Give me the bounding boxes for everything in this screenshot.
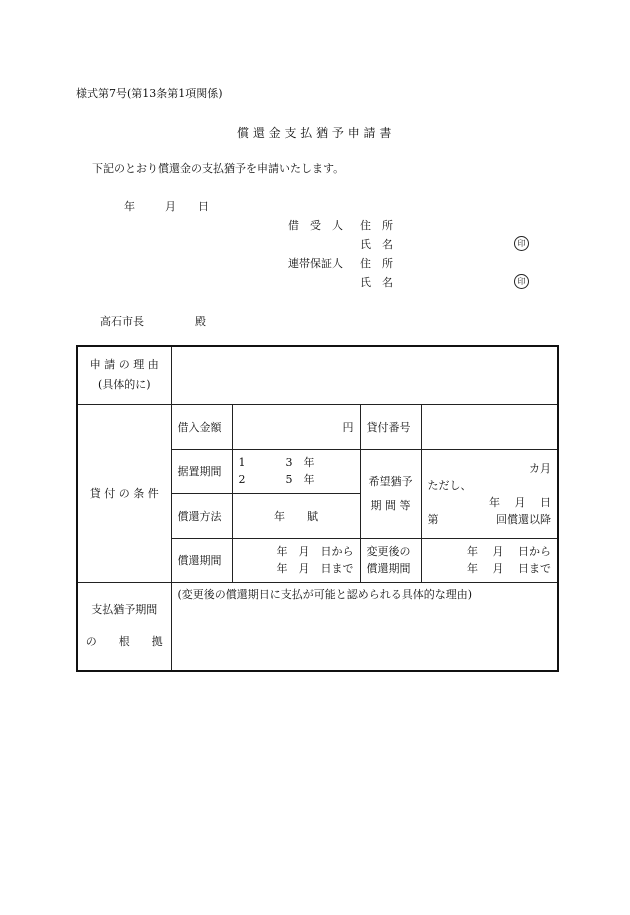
guarantor-label: 連帯保証人 xyxy=(288,257,343,270)
seal-icon: 印 xyxy=(514,274,529,289)
borrower-label: 借 受 人 xyxy=(288,219,343,232)
guarantor-name-label: 氏 名 xyxy=(360,276,393,289)
basis-label: 支払猶予期間 の 根 拠 xyxy=(77,582,171,671)
desired-deferment-field[interactable]: カ月 ただし、 年 月 日 第 回償還以降 xyxy=(421,449,558,538)
seal-icon: 印 xyxy=(514,236,529,251)
loan-amount-field[interactable]: 円 xyxy=(232,404,360,449)
desired-deferment-label: 希望猶予 期 間 等 xyxy=(360,449,421,538)
repay-period-label: 償還期間 xyxy=(171,538,232,582)
borrower-name-label: 氏 名 xyxy=(360,238,393,251)
loan-number-label: 貸付番号 xyxy=(360,404,421,449)
application-table xyxy=(76,345,559,672)
reason-field[interactable] xyxy=(171,346,558,404)
intro-text: 下記のとおり償還金の支払猶予を申請いたします。 xyxy=(92,162,345,175)
repay-period-field[interactable]: 年 月 日から 年 月 日まで xyxy=(232,538,360,582)
loan-amount-label: 借入金額 xyxy=(171,404,232,449)
date-day: 日 xyxy=(198,200,209,213)
changed-period-field[interactable]: 年 月 日から 年 月 日まで xyxy=(421,538,558,582)
deferment-options[interactable]: 1 3 年 2 5 年 xyxy=(232,449,360,493)
reason-label: 申 請 の 理 由 (具体的に) xyxy=(77,346,171,404)
borrower-address-label: 住 所 xyxy=(360,219,393,232)
loan-number-field[interactable] xyxy=(421,404,558,449)
loan-conditions-label: 貸 付 の 条 件 xyxy=(77,404,171,582)
date-year: 年 xyxy=(124,200,135,213)
date-month: 月 xyxy=(165,200,176,213)
changed-period-label: 変更後の 償還期間 xyxy=(360,538,421,582)
basis-field[interactable]: (変更後の償還期日に支払が可能と認められる具体的な理由) xyxy=(171,582,558,671)
guarantor-address-label: 住 所 xyxy=(360,257,393,270)
form-number: 様式第7号(第13条第1項関係) xyxy=(76,87,223,100)
document-title: 償 還 金 支 払 猶 予 申 請 書 xyxy=(237,126,392,140)
addressee-honorific: 殿 xyxy=(195,315,206,328)
deferment-label: 据置期間 xyxy=(171,449,232,493)
addressee-mayor: 高石市長 xyxy=(100,315,144,328)
repay-method-field[interactable]: 年 賦 xyxy=(232,493,360,538)
repay-method-label: 償還方法 xyxy=(171,493,232,538)
